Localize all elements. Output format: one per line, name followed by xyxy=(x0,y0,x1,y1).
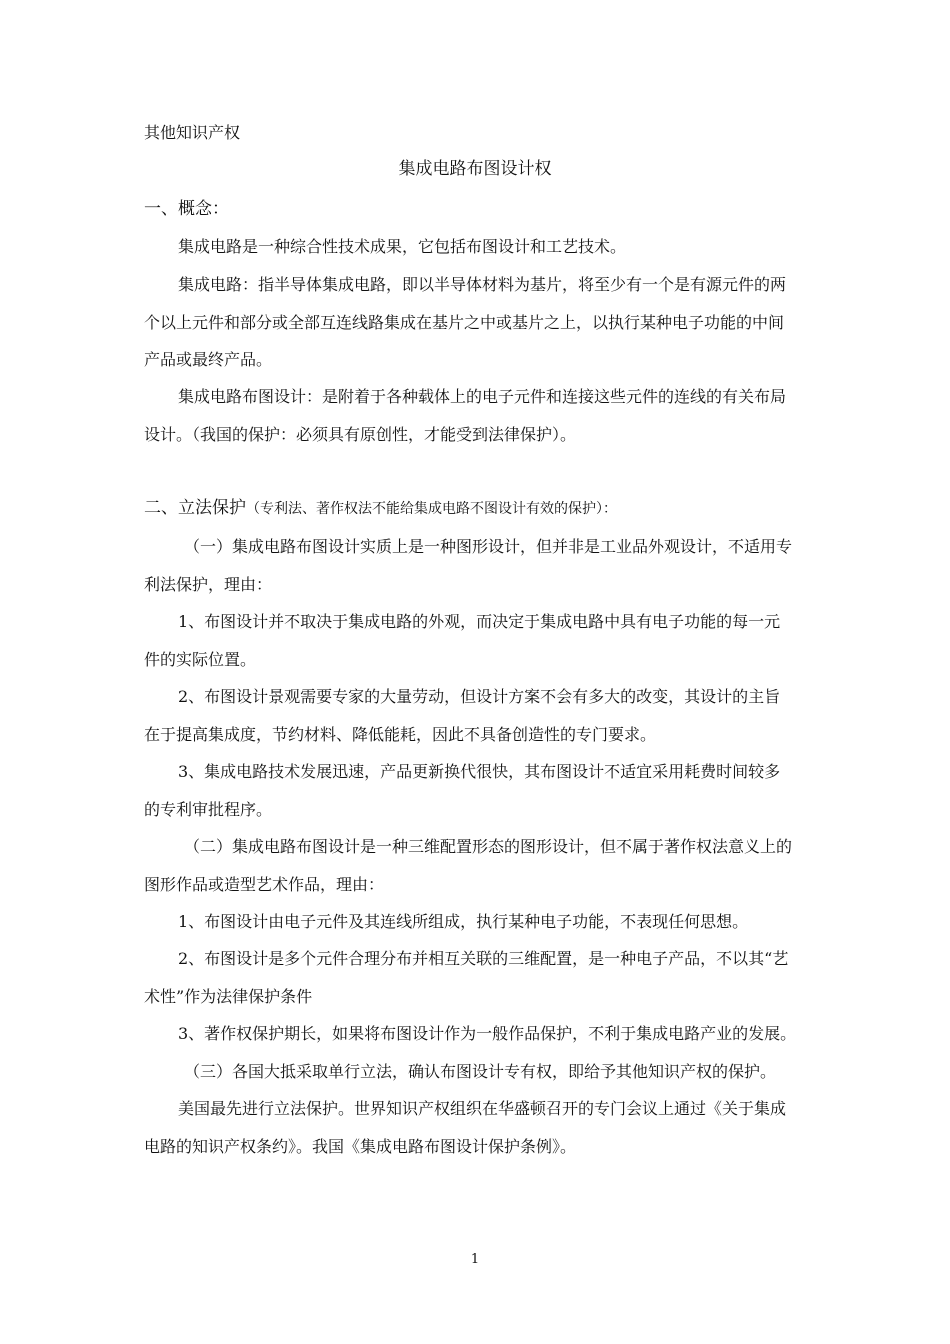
paragraph-line: 个以上元件和部分或全部互连线路集成在基片之中或基片之上，以执行某种电子功能的中间 xyxy=(144,313,785,332)
section-heading-note: （专利法、著作权法不能给集成电路不图设计有效的保护）： xyxy=(246,501,617,517)
list-item-line: 2、布图设计景观需要专家的大量劳动，但设计方案不会有多大的改变，其设计的主旨 xyxy=(178,687,781,706)
paragraph-line: 集成电路布图设计：是附着于各种载体上的电子元件和连接这些元件的连线的有关布局 xyxy=(178,387,787,406)
list-item-line: 1、布图设计并不取决于集成电路的外观，而决定于集成电路中具有电子功能的每一元 xyxy=(178,612,781,631)
section-heading-text: 二、立法保护 xyxy=(144,498,246,518)
list-item-line: 1、布图设计由电子元件及其连线所组成，执行某种电子功能，不表现任何思想。 xyxy=(178,912,749,931)
section-heading-legislation xyxy=(144,497,814,520)
list-item-line: 术性”作为法律保护条件 xyxy=(144,987,313,1006)
paragraph-line: 电路的知识产权条约》。我国《集成电路布图设计保护条例》。 xyxy=(144,1137,577,1156)
list-item-line: 件的实际位置。 xyxy=(144,650,257,669)
paragraph-line: 设计。（我国的保护：必须具有原创性，才能受到法律保护）。 xyxy=(144,425,577,444)
document-title: 集成电路布图设计权 xyxy=(398,159,552,179)
section-heading-concept: 一、概念： xyxy=(144,199,229,219)
paragraph-line: 美国最先进行立法保护。世界知识产权组织在华盛顿召开的专门会议上通过《关于集成 xyxy=(178,1099,787,1118)
paragraph-line: 产品或最终产品。 xyxy=(144,350,273,369)
document-category: 其他知识产权 xyxy=(144,123,241,142)
paragraph-concept-1: 集成电路是一种综合性技术成果，它包括布图设计和工艺技术。 xyxy=(178,237,627,256)
paragraph-line: （三）各国大抵采取单行立法，确认布图设计专有权，即给予其他知识产权的保护。 xyxy=(184,1062,777,1081)
paragraph-line: 图形作品或造型艺术作品，理由： xyxy=(144,875,385,894)
paragraph-line: （一）集成电路布图设计实质上是一种图形设计，但并非是工业品外观设计，不适用专 xyxy=(184,537,793,556)
list-item-line: 3、集成电路技术发展迅速，产品更新换代很快，其布图设计不适宜采用耗费时间较多 xyxy=(178,762,781,781)
list-item-line: 在于提高集成度，节约材料、降低能耗，因此不具备创造性的专门要求。 xyxy=(144,725,657,744)
paragraph-line: 利法保护，理由： xyxy=(144,575,273,594)
page-number: 1 xyxy=(470,1252,480,1267)
list-item-line: 的专利审批程序。 xyxy=(144,800,273,819)
paragraph-line: 集成电路：指半导体集成电路，即以半导体材料为基片，将至少有一个是有源元件的两 xyxy=(178,275,787,294)
paragraph-line: （二）集成电路布图设计是一种三维配置形态的图形设计，但不属于著作权法意义上的 xyxy=(184,837,793,856)
list-item-line: 2、布图设计是多个元件合理分布并相互关联的三维配置，是一种电子产品，不以其“艺 xyxy=(178,949,789,968)
list-item-line: 3、著作权保护期长，如果将布图设计作为一般作品保护，不利于集成电路产业的发展。 xyxy=(178,1024,797,1043)
